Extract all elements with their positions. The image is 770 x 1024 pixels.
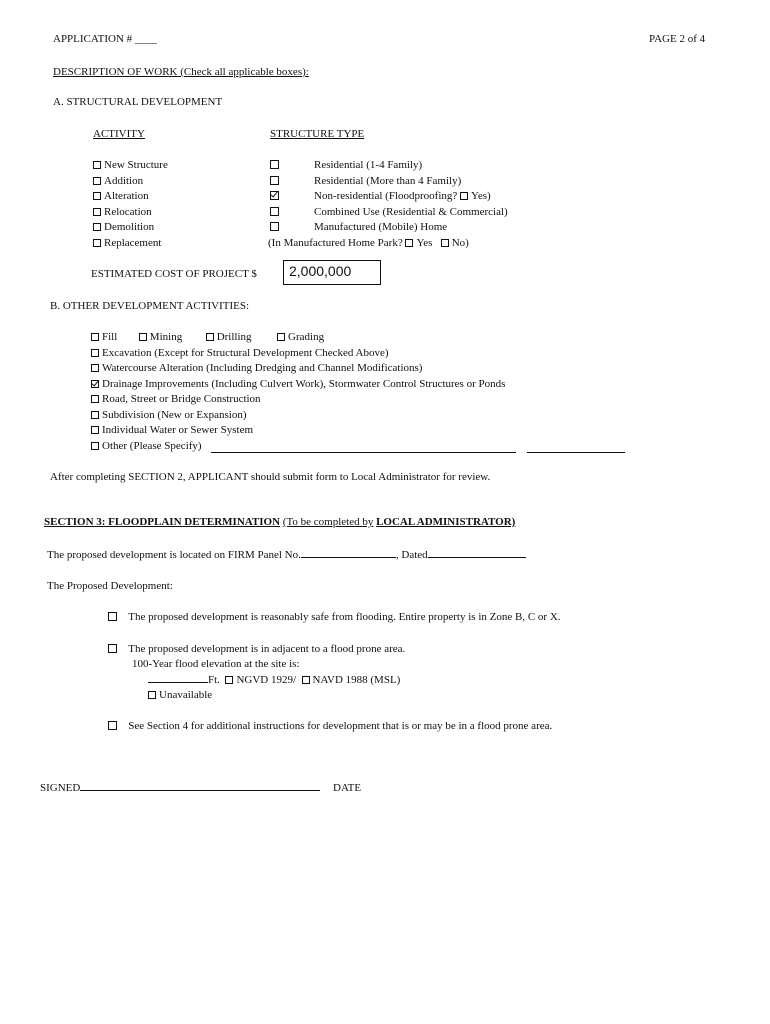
date-label: DATE xyxy=(333,782,362,794)
manufactured-home-park-question: (In Manufactured Home Park? Yes No) xyxy=(268,237,469,249)
activity-header: ACTIVITY xyxy=(93,128,145,140)
checkbox-icon[interactable] xyxy=(405,239,413,247)
structure-residential-4plus[interactable]: Residential (More than 4 Family) xyxy=(270,175,461,187)
option-adjacent-flood-prone[interactable]: The proposed development is in adjacent to a flood prone area. xyxy=(108,643,405,655)
firm-panel-text: The proposed development is located on FIRM Panel No. , Dated xyxy=(47,549,526,561)
checkbox-icon[interactable] xyxy=(91,349,99,357)
activity-subdivision[interactable]: Subdivision (New or Expansion) xyxy=(91,409,247,421)
other-specify-line-2[interactable] xyxy=(527,452,625,453)
checkbox-icon[interactable] xyxy=(93,177,101,185)
activity-drilling[interactable]: Drilling xyxy=(206,331,252,343)
checkbox-icon[interactable] xyxy=(441,239,449,247)
activity-new-structure[interactable]: New Structure xyxy=(93,159,168,171)
activity-addition[interactable]: Addition xyxy=(93,175,143,187)
checkbox-icon[interactable] xyxy=(108,644,117,653)
activity-grading[interactable]: Grading xyxy=(277,331,324,343)
elevation-unavailable[interactable]: Unavailable xyxy=(148,689,212,701)
checkbox-icon[interactable] xyxy=(270,176,279,185)
dated-field[interactable] xyxy=(428,556,526,558)
checkbox-icon[interactable] xyxy=(225,676,233,684)
checkbox-icon[interactable] xyxy=(91,364,99,372)
checkbox-icon[interactable] xyxy=(91,442,99,450)
section-3-title: SECTION 3: FLOODPLAIN DETERMINATION (To be completed by LOCAL ADMINISTRATOR) xyxy=(44,516,516,528)
checkbox-icon[interactable] xyxy=(460,192,468,200)
structure-residential-1-4[interactable]: Residential (1-4 Family) xyxy=(270,159,422,171)
structure-manufactured-home[interactable]: Manufactured (Mobile) Home xyxy=(270,221,447,233)
structure-combined-use[interactable]: Combined Use (Residential & Commercial) xyxy=(270,206,508,218)
signature-row: SIGNED xyxy=(40,782,320,794)
checkbox-icon[interactable] xyxy=(277,333,285,341)
structure-type-header: STRUCTURE TYPE xyxy=(270,128,365,140)
option-reasonably-safe[interactable]: The proposed development is reasonably safe from flooding. Entire property is in Zone B, C or X. xyxy=(108,611,561,623)
checkbox-icon[interactable] xyxy=(93,161,101,169)
section-a-title: A. STRUCTURAL DEVELOPMENT xyxy=(53,96,223,108)
activity-alteration[interactable]: Alteration xyxy=(93,190,149,202)
checkbox-icon[interactable] xyxy=(91,411,99,419)
activity-other[interactable]: Other (Please Specify) xyxy=(91,440,202,452)
activity-drainage-improvements[interactable]: Drainage Improvements (Including Culvert Work), Stormwater Control Structures or Ponds xyxy=(91,378,505,390)
firm-panel-field[interactable] xyxy=(301,556,396,558)
activity-excavation[interactable]: Excavation (Except for Structural Development Checked Above) xyxy=(91,347,389,359)
estimated-cost-label: ESTIMATED COST OF PROJECT $ xyxy=(91,268,257,280)
flood-elevation-field[interactable] xyxy=(148,681,208,683)
checkbox-icon[interactable] xyxy=(108,612,117,621)
section-b-title: B. OTHER DEVELOPMENT ACTIVITIES: xyxy=(50,300,250,312)
checkbox-checked-icon[interactable] xyxy=(270,191,279,200)
after-completing-note: After completing SECTION 2, APPLICANT should submit form to Local Administrator for review. xyxy=(50,471,491,483)
activity-demolition[interactable]: Demolition xyxy=(93,221,154,233)
estimated-cost-field[interactable]: 2,000,000 xyxy=(283,260,381,285)
checkbox-icon[interactable] xyxy=(206,333,214,341)
application-number-label: APPLICATION # ____ xyxy=(53,33,157,45)
activity-mining[interactable]: Mining xyxy=(139,331,182,343)
signature-field[interactable] xyxy=(80,789,320,791)
checkbox-icon[interactable] xyxy=(93,223,101,231)
activity-water-sewer[interactable]: Individual Water or Sewer System xyxy=(91,424,253,436)
other-specify-line[interactable] xyxy=(211,452,516,453)
description-title: DESCRIPTION OF WORK (Check all applicable boxes): xyxy=(53,66,309,78)
checkbox-checked-icon[interactable] xyxy=(91,380,99,388)
checkbox-icon[interactable] xyxy=(93,208,101,216)
proposed-development-label: The Proposed Development: xyxy=(47,580,173,592)
activity-relocation[interactable]: Relocation xyxy=(93,206,152,218)
option-see-section-4[interactable]: See Section 4 for additional instructions for development that is or may be in a flood prone area. xyxy=(108,720,552,732)
checkbox-icon[interactable] xyxy=(148,691,156,699)
checkbox-icon[interactable] xyxy=(302,676,310,684)
flood-elevation-row: Ft. NGVD 1929/ NAVD 1988 (MSL) xyxy=(148,674,400,686)
checkbox-icon[interactable] xyxy=(139,333,147,341)
activity-watercourse-alteration[interactable]: Watercourse Alteration (Including Dredging and Channel Modifications) xyxy=(91,362,422,374)
other-activities-row1 xyxy=(91,331,324,343)
checkbox-icon[interactable] xyxy=(270,160,279,169)
activity-replacement[interactable]: Replacement xyxy=(93,237,161,249)
activity-road-street-bridge[interactable]: Road, Street or Bridge Construction xyxy=(91,393,261,405)
activity-fill[interactable]: Fill xyxy=(91,331,117,343)
checkbox-icon[interactable] xyxy=(270,222,279,231)
flood-elevation-label: 100-Year flood elevation at the site is: xyxy=(132,658,300,670)
checkbox-icon[interactable] xyxy=(93,192,101,200)
page-number: PAGE 2 of 4 xyxy=(649,33,706,45)
checkbox-icon[interactable] xyxy=(108,721,117,730)
structure-non-residential[interactable]: Non-residential (Floodproofing? Yes) xyxy=(270,190,491,202)
checkbox-icon[interactable] xyxy=(91,395,99,403)
checkbox-icon[interactable] xyxy=(91,426,99,434)
checkbox-icon[interactable] xyxy=(270,207,279,216)
checkbox-icon[interactable] xyxy=(91,333,99,341)
checkbox-icon[interactable] xyxy=(93,239,101,247)
